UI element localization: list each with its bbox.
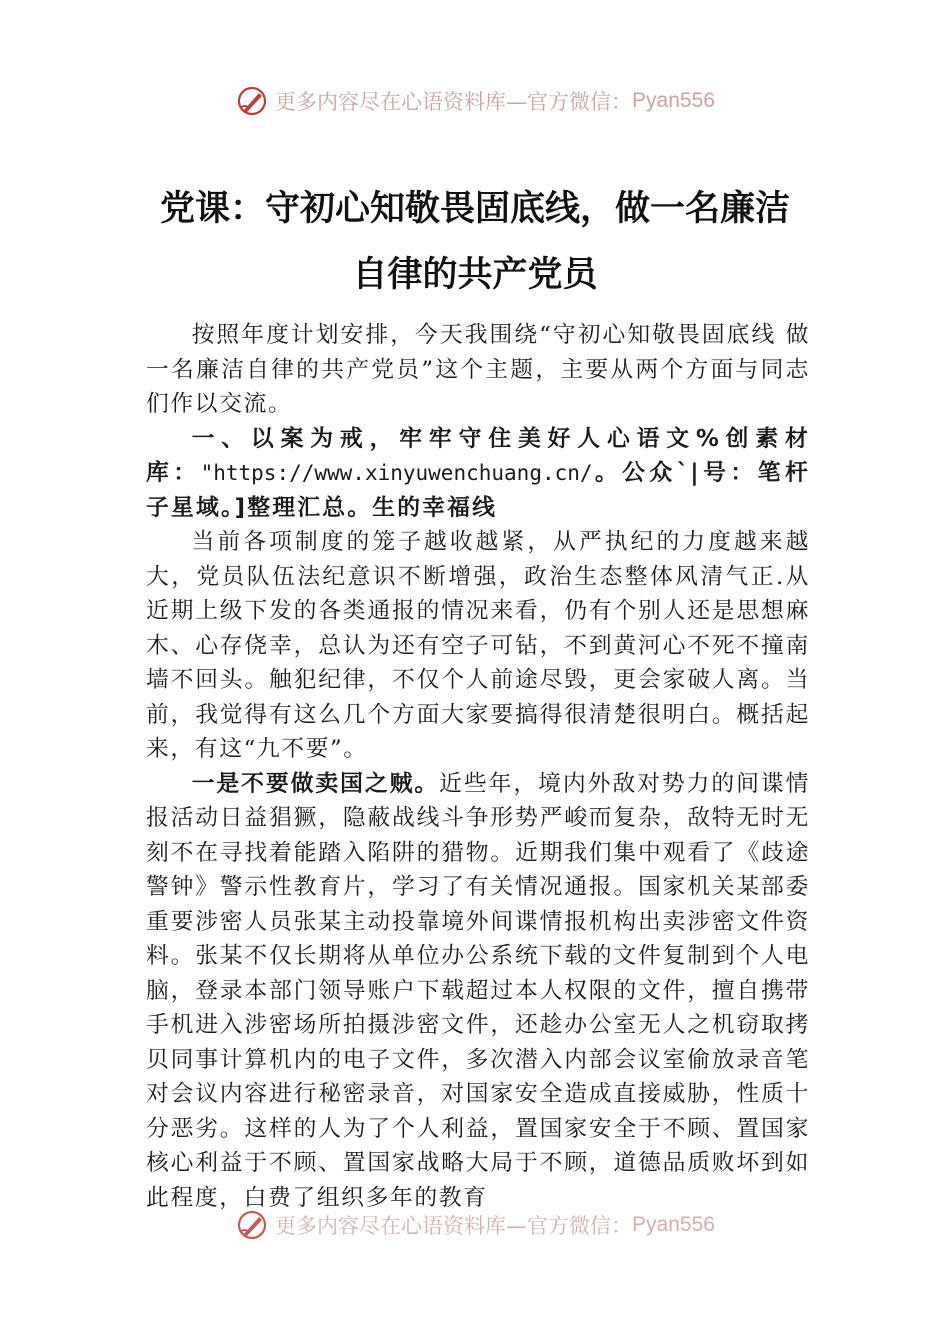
pen-logo-icon <box>235 1208 269 1242</box>
watermark-header <box>0 84 950 118</box>
title-line-2: 自律的共产党员 <box>352 255 598 295</box>
watermark-footer <box>0 1208 950 1242</box>
watermark-text: 更多内容尽在心语资料库—官方微信： <box>275 90 633 114</box>
section-heading-url: "https://www.xinyuwenchuang.cn/ <box>200 461 593 485</box>
watermark-wechat-id: Pyan556 <box>632 1213 715 1236</box>
point-1-text: 近些年，境内外敌对势力的间谍情报活动日益猖獗，隐蔽战线斗争形势严峻而复杂，敌特无时无刻不在寻找着能踏入陷阱的猎物。近期我们集中观看了《歧途警钟》警示性教育片，学习了有关情况通报。国家机关某部委重要涉密人员张某主动投靠境外间谍情报机构出卖涉密文件资料。张某不仅长期将从单位办公系统下载的文件复制到个人电脑，登录本部门领导账户下载超过本人权限的文件，擅自携带手机进入涉密场所拍摄涉密文件，还趁办公室无人之机窃取拷贝同事计算机内的电子文件，多次潜入内部会议室偷放录音笔对会议内容进行秘密录音，对国家安全造成直接威胁，性质十分恶劣。这样的人为了个人利益，置国家安全于不顾、置国家核心利益于不顾、置国家战略大局于不顾，道德品质败坏到如此程度，白费了组织多年的教育 <box>146 770 811 1211</box>
intro-paragraph: 按照年度计划安排，今天我围绕“守初心知敬畏固底线 做一名廉洁自律的共产党员”这个主题，主要从两个方面与同志们作以交流。 <box>146 322 810 417</box>
paragraph-point-1 <box>146 767 810 1216</box>
section-heading-text: 一、以案为戒，牢牢守住美好人心语文%创素材库： <box>146 425 810 486</box>
pen-logo-icon <box>235 84 269 118</box>
watermark-text: 更多内容尽在心语资料库—官方微信： <box>275 1214 633 1238</box>
paragraph-nine-donts: 当前各项制度的笼子越收越紧，从严执纪的力度越来越大，党员队伍法纪意识不断增强，政治生态整体风清气正.从近期上级下发的各类通报的情况来看，仍有个别人还是思想麻木、心存侥幸，总认为还有空子可钻，不到黄河心不死不撞南墙不回头。触犯纪律，不仅个人前途尽毁，更会家破人离。当前，我觉得有这么几个方面大家要搞得很清楚很明白。概括起来，有这“九不要”。 <box>146 529 810 762</box>
document-body <box>146 318 810 1215</box>
title-line-1: 党课：守初心知敬畏固底线，做一名廉洁 <box>159 189 790 229</box>
section-heading-text-end: 。公众`|号：笔杆子星域。]整理汇总。生的幸福线 <box>146 460 810 521</box>
section-heading-1 <box>146 422 810 526</box>
watermark-wechat-id: Pyan556 <box>632 89 715 112</box>
document-title <box>95 176 855 308</box>
point-1-lead: 一是不要做卖国之贼。 <box>191 770 440 797</box>
